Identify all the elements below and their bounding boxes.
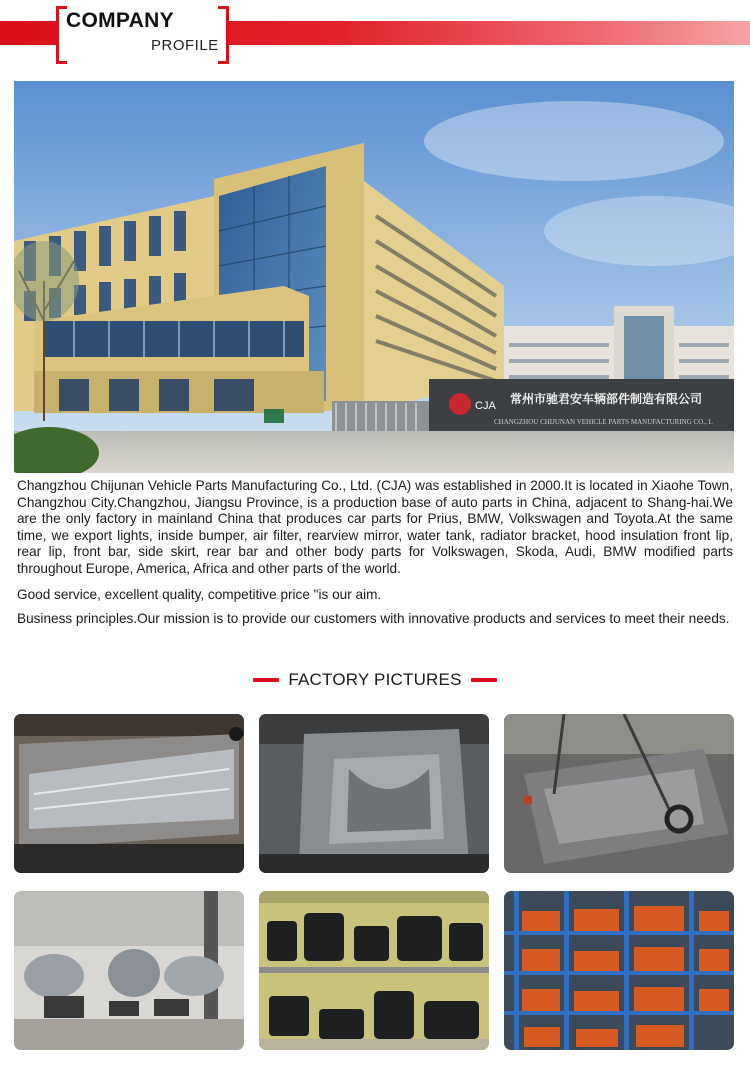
factory-photo-bumper-mold	[14, 714, 244, 873]
factory-photo-air-filters	[259, 891, 489, 1050]
company-description: Changzhou Chijunan Vehicle Parts Manufacturing Co., Ltd. (CJA) was established in 2000.It is located in Xiaohe Town, Changzhou City.Changzhou, Jiangsu Province, is a production base of auto parts in China, adjacent to Shang-hai.We are the only factory in mainland China that produces car parts for Prius, BMW, Volkswagen and Toyota.At the same time, we export lights, inside bumper, air filter, rearview mirror, water tank, radiator bracket, hood insulation front lip, rear lip, front bar, side skirt, rear bar and other body parts for Volkswagen, Skoda, Audi, BMW modified parts throughout Europe, America, Africa and other parts of the world.	[17, 478, 733, 576]
company-aim: Good service, excellent quality, competitive price "is our aim.	[17, 587, 382, 602]
company-mission: Business principles.Our mission is to provide our customers with innovative products and services to meet their needs.	[17, 611, 730, 626]
header-profile: PROFILE	[151, 37, 219, 54]
title-dash-right	[471, 678, 497, 682]
factory-photo-steel-mold	[259, 714, 489, 873]
factory-building-photo	[14, 81, 734, 473]
title-dash-left	[253, 678, 279, 682]
factory-photo-warehouse-shelves	[504, 891, 734, 1050]
sign-english-text: CHANGZHOU CHIJUNAN VEHICLE PARTS MANUFACTURING CO., L	[494, 418, 713, 426]
title-bracket-right	[218, 6, 229, 64]
sign-chinese-text: 常州市驰君安车辆部件制造有限公司	[510, 392, 703, 406]
factory-pictures-label: FACTORY PICTURES	[288, 670, 462, 689]
factory-pictures-title	[0, 670, 750, 694]
factory-photo-headlights	[14, 891, 244, 1050]
sign-logo-text: CJA	[475, 400, 496, 412]
header-company: COMPANY	[66, 9, 174, 32]
header	[0, 0, 750, 62]
factory-photo-chain-hoist	[504, 714, 734, 873]
